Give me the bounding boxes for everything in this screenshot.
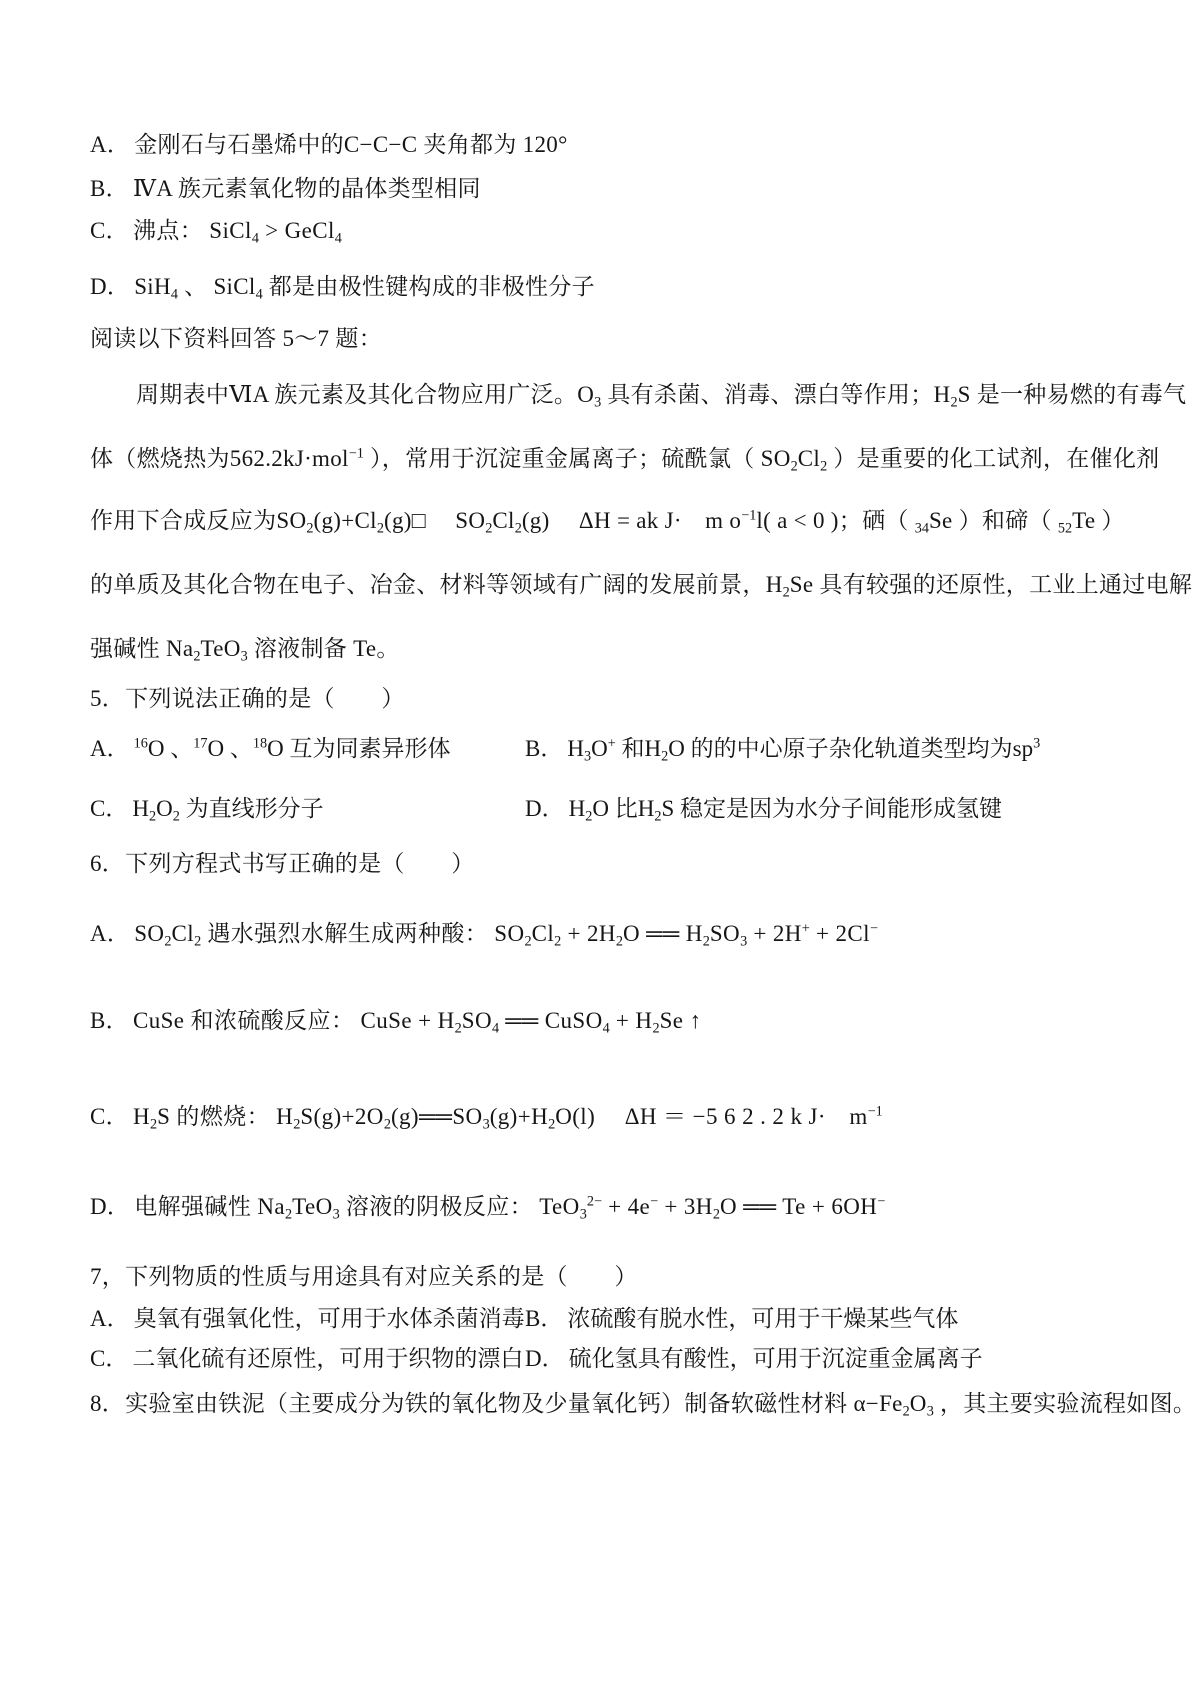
option-text: 二氧化硫有还原性，可用于织物的漂白 — [132, 1346, 524, 1371]
option-label: A． — [90, 1306, 130, 1331]
option-equation: $SO_2Cl_2$ 遇水强烈水解生成两种酸： $SO_2Cl_2 + 2H_2O$ ══ $H_2SO_3 + 2H^+ + 2Cl^-$ — [134, 920, 878, 950]
option-text: $^{16}$O 、$^{17}$O 、$^{18}$O 互为同素异形体 — [133, 735, 451, 761]
option-label: C． — [90, 1346, 129, 1371]
q5-options-row-1 — [90, 730, 1120, 763]
q6-option-c — [90, 1098, 1120, 1131]
q4-option-b — [90, 170, 1120, 203]
q7-option-a — [90, 1300, 525, 1333]
q7-option-c — [90, 1340, 525, 1373]
option-equation: $H_2S$ 的燃烧： $H_2S(g)+2O_2(g)══SO_3(g)+H_2O(l)$ ΔH ＝ −5 6 2 . 2 k J· $m^{-1}$ — [132, 1103, 883, 1133]
option-label: B． — [525, 1306, 564, 1331]
question-6-stem: 6．下列方程式书写正确的是（ ） — [90, 851, 475, 876]
q7-options-row-1 — [90, 1300, 1120, 1333]
option-text: $H_2O$ 比$H_2S$ 稳定是因为水分子间能形成氢键 — [568, 796, 1003, 825]
question-8-stem: 8．实验室由铁泥（主要成分为铁的氧化物及少量氧化钙）制备软磁性材料 $\alpha-Fe_2O_3$ ，其主要实验流程如图。 — [90, 1391, 1197, 1420]
passage-line-5: 强碱性 $Na_2TeO_3$ 溶液制备 Te。 — [90, 636, 400, 665]
option-text: ⅣA 族元素氧化物的晶体类型相同 — [132, 176, 481, 201]
option-label: B． — [90, 176, 129, 201]
passage-line-4: 的单质及其化合物在电子、冶金、材料等领域有广阔的发展前景，$H_2Se$ 具有较强的还原性，工业上通过电解 — [90, 572, 1193, 601]
option-label: D． — [90, 1194, 131, 1219]
q5-option-d — [525, 790, 1120, 823]
option-label: A． — [90, 132, 131, 157]
option-label: A． — [90, 921, 131, 946]
q5-option-c — [90, 790, 525, 823]
q6-option-d — [90, 1188, 1120, 1221]
option-label: D． — [90, 274, 131, 299]
q7-option-d — [525, 1340, 1120, 1373]
option-text: SiH$_4$ 、 SiCl$_4$ 都是由极性键构成的非极性分子 — [134, 274, 595, 303]
q5-option-a — [90, 730, 525, 763]
option-label: B． — [525, 736, 564, 761]
option-text: 沸点： SiCl$_4$ > GeCl$_4$ — [132, 218, 342, 247]
q5-option-b — [525, 730, 1120, 763]
option-text: $H_2O_2$ 为直线形分子 — [132, 796, 324, 825]
q6-option-a — [90, 915, 1120, 948]
option-label: B． — [90, 1008, 129, 1033]
question-7-stem: 7，下列物质的性质与用途具有对应关系的是（ ） — [90, 1264, 638, 1289]
q7-option-b — [525, 1300, 1120, 1333]
option-label: C． — [90, 218, 129, 243]
option-label: C． — [90, 1104, 129, 1129]
question-5-stem: 5．下列说法正确的是（ ） — [90, 686, 405, 711]
passage-line-2: 体（燃烧热为562.2kJ·mol$^{-1}$ ），常用于沉淀重金属离子；硫酰氯（ $SO_2Cl_2$ ）是重要的化工试剂，在催化剂 — [90, 445, 1160, 475]
option-text: 浓硫酸有脱水性，可用于干燥某些气体 — [567, 1306, 959, 1331]
option-text: 臭氧有强氧化性，可用于水体杀菌消毒 — [133, 1306, 525, 1331]
option-text: 硫化氢具有酸性，可用于沉淀重金属离子 — [568, 1346, 983, 1371]
option-label: D． — [525, 796, 565, 821]
q6-option-b — [90, 1002, 1120, 1035]
reading-intro: 阅读以下资料回答 5～7 题： — [90, 326, 382, 351]
passage-line-3: 作用下合成反应为$SO_2(g)+Cl_2(g)□$ $SO_2Cl_2(g)$ ΔH = ak J· m $o^{-1}l$( a < 0 )；硒（ $_{34}$Se ）和碲（ $_{52}$Te ） — [90, 507, 1125, 537]
passage-line-1: 周期表中ⅥA 族元素及其化合物应用广泛。$O_3$ 具有杀菌、消毒、漂白等作用；$H_2S$ 是一种易燃的有毒气 — [136, 382, 1187, 411]
option-label: C． — [90, 796, 129, 821]
option-equation: CuSe 和浓硫酸反应： CuSe + $H_2SO_4$ ══ CuSO$_4$ + $H_2Se$ ↑ — [132, 1008, 702, 1037]
q4-option-a — [90, 126, 1120, 159]
q4-option-c — [90, 212, 1120, 245]
option-label: D． — [525, 1346, 565, 1371]
option-label: A． — [90, 736, 130, 761]
option-equation: 电解强碱性 $Na_2TeO_3$ 溶液的阴极反应： $TeO_3^{2-} + 4e^- + 3H_2O$ ══ Te + 6OH− — [134, 1193, 886, 1223]
option-text: 金刚石与石墨烯中的C−C−C 夹角都为 120° — [134, 132, 568, 157]
option-text: $H_3O^+$ 和$H_2O$ 的的中心原子杂化轨道类型均为$sp^3$ — [567, 735, 1041, 765]
q7-options-row-2 — [90, 1340, 1120, 1373]
q4-option-d — [90, 268, 1120, 301]
q5-options-row-2 — [90, 790, 1120, 823]
